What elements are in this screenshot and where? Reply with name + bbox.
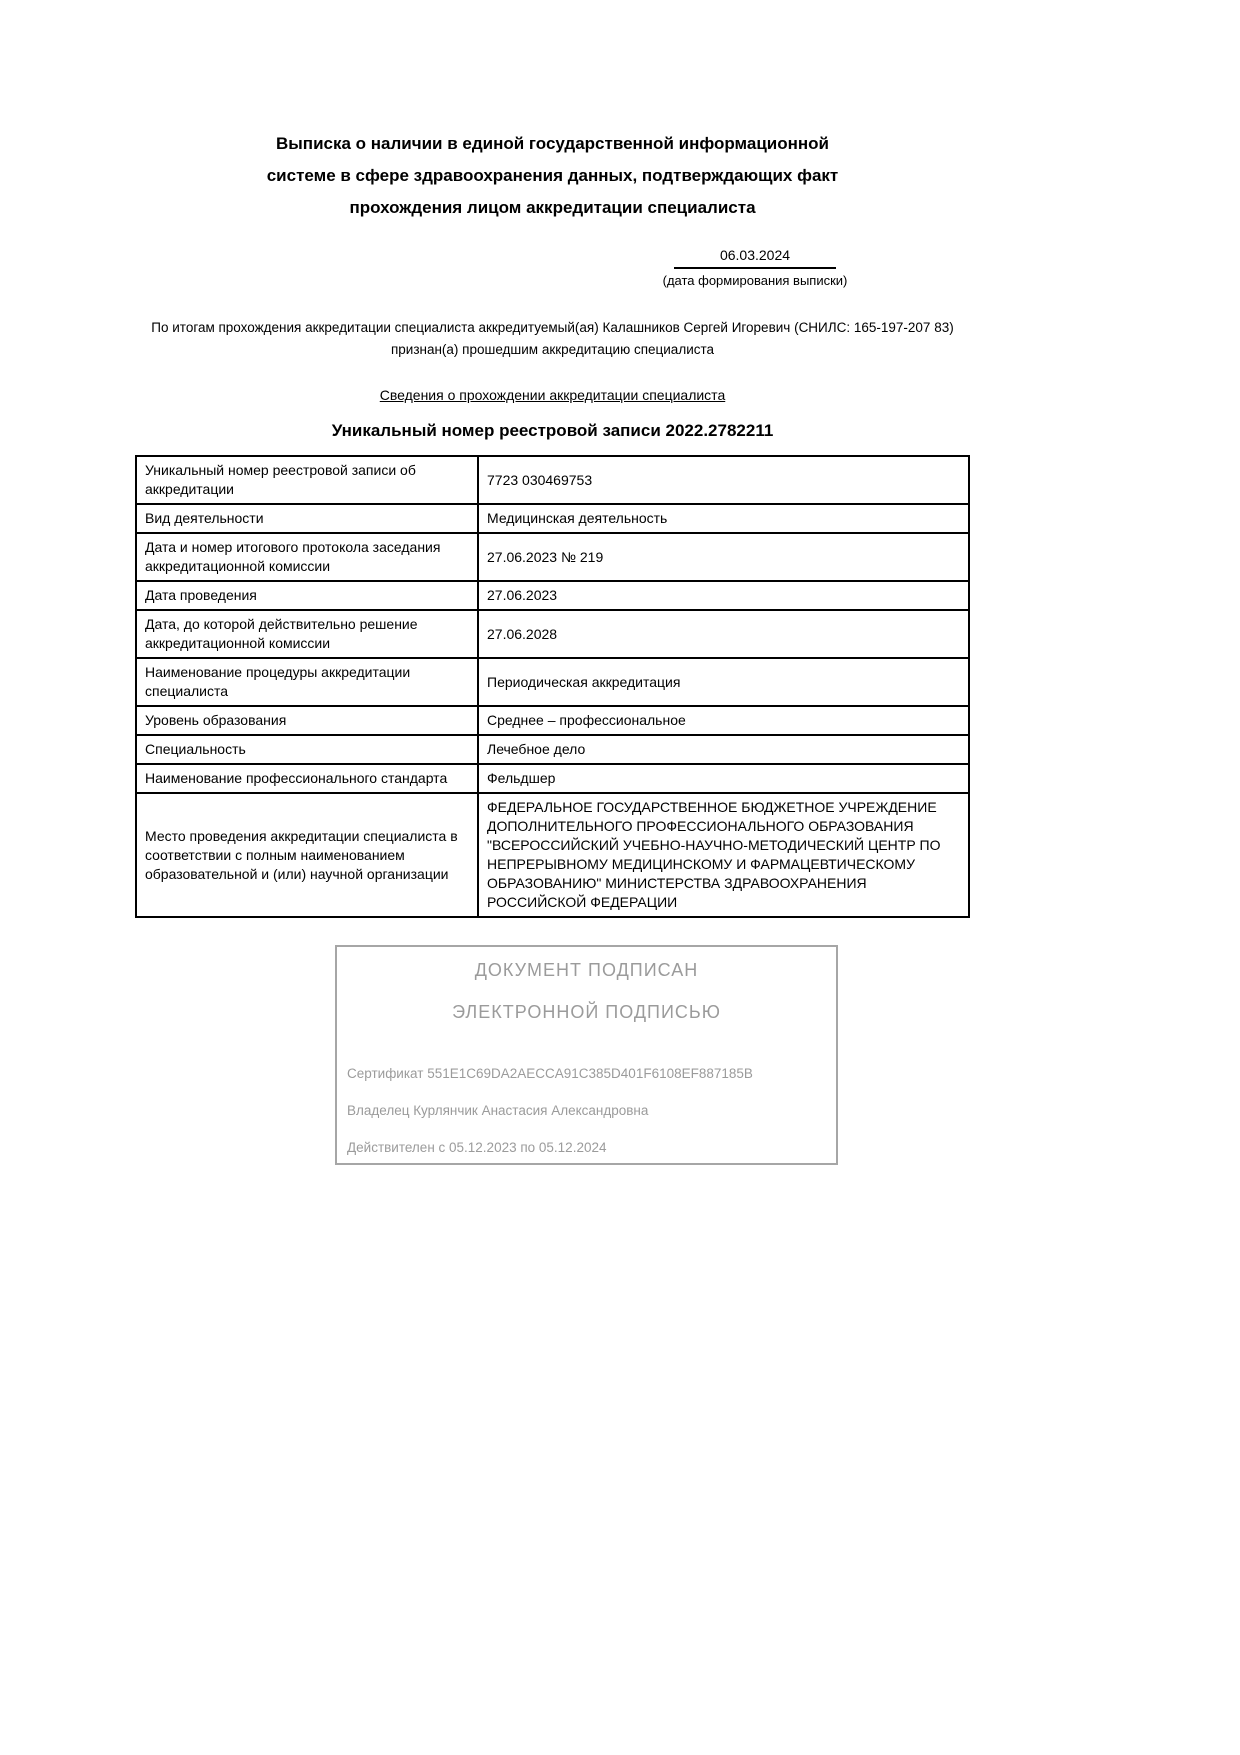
document-title-line-3: прохождения лицом аккредитации специалиста (349, 198, 756, 217)
document-title-line-1: Выписка о наличии в единой государственной информационной (276, 134, 829, 153)
accreditation-table (135, 455, 970, 918)
row-value: 7723 030469753 (478, 456, 969, 504)
signature-status-line-2: ЭЛЕКТРОННОЙ ПОДПИСЬЮ (452, 1002, 721, 1022)
extract-date: 06.03.2024 (674, 246, 836, 269)
document-title (135, 0, 970, 224)
row-value: 27.06.2023 № 219 (478, 533, 969, 581)
table-row (136, 504, 969, 533)
signature-validity: Действителен с 05.12.2023 по 05.12.2024 (347, 1140, 607, 1155)
row-label: Дата, до которой действительно решение аккредитационной комиссии (136, 610, 478, 658)
table-row (136, 735, 969, 764)
row-label: Наименование профессионального стандарта (136, 764, 478, 793)
table-row (136, 533, 969, 581)
row-value: Среднее – профессиональное (478, 706, 969, 735)
row-value: Периодическая аккредитация (478, 658, 969, 706)
row-value: 27.06.2023 (478, 581, 969, 610)
row-label: Специальность (136, 735, 478, 764)
row-label: Уровень образования (136, 706, 478, 735)
row-label: Дата и номер итогового протокола заседания аккредитационной комиссии (136, 533, 478, 581)
extract-date-block (640, 246, 870, 289)
registry-number-heading: Уникальный номер реестровой записи 2022.2782211 (331, 421, 774, 440)
row-label: Дата проведения (136, 581, 478, 610)
row-label: Наименование процедуры аккредитации специалиста (136, 658, 478, 706)
section-heading: Сведения о прохождении аккредитации специалиста (379, 387, 726, 403)
extract-date-caption: (дата формирования выписки) (662, 273, 848, 288)
accreditation-table-body (136, 456, 969, 917)
intro-line-1: По итогам прохождения аккредитации специалиста аккредитуемый(ая) Калашников Сергей Игоревич (СНИЛС: 165-197-207 83) (151, 320, 954, 335)
row-value: Медицинская деятельность (478, 504, 969, 533)
table-row (136, 658, 969, 706)
row-value: Лечебное дело (478, 735, 969, 764)
row-label: Вид деятельности (136, 504, 478, 533)
row-value: 27.06.2028 (478, 610, 969, 658)
signature-owner: Владелец Курлянчик Анастасия Александровна (347, 1103, 649, 1118)
table-row (136, 581, 969, 610)
table-row (136, 610, 969, 658)
document-content (135, 0, 970, 1165)
signature-status-line-1: ДОКУМЕНТ ПОДПИСАН (474, 960, 699, 980)
table-row (136, 793, 969, 917)
intro-line-2: признан(а) прошедшим аккредитацию специалиста (390, 342, 715, 357)
table-row (136, 456, 969, 504)
signature-box (335, 945, 838, 1165)
intro-paragraph (135, 317, 970, 361)
row-value: ФЕДЕРАЛЬНОЕ ГОСУДАРСТВЕННОЕ БЮДЖЕТНОЕ УЧРЕЖДЕНИЕ ДОПОЛНИТЕЛЬНОГО ПРОФЕССИОНАЛЬНОГО ОБРАЗОВАНИЯ "ВСЕРОССИЙСКИЙ УЧЕБНО-НАУЧНО-МЕТОДИЧЕСКИЙ ЦЕНТР ПО НЕПРЕРЫВНОМУ МЕДИЦИНСКОМУ И ФАРМАЦЕВТИЧЕСКОМУ ОБРАЗОВАНИЮ" МИНИСТЕРСТВА ЗДРАВООХРАНЕНИЯ РОССИЙСКОЙ ФЕДЕРАЦИИ (478, 793, 969, 917)
signature-certificate: Сертификат 551E1C69DA2AECCA91C385D401F6108EF887185B (347, 1066, 753, 1081)
row-label: Место проведения аккредитации специалиста в соответствии с полным наименованием образовательной и (или) научной организации (136, 793, 478, 917)
document-title-line-2: системе в сфере здравоохранения данных, подтверждающих факт (266, 166, 839, 185)
table-row (136, 706, 969, 735)
row-value: Фельдшер (478, 764, 969, 793)
row-label: Уникальный номер реестровой записи об аккредитации (136, 456, 478, 504)
table-row (136, 764, 969, 793)
